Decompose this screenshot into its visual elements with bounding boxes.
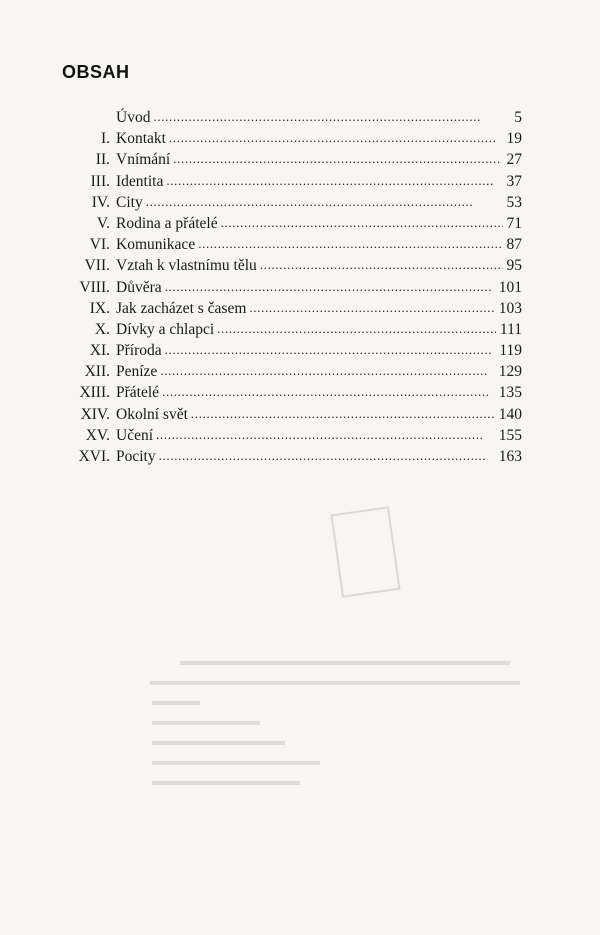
toc-entry <box>60 277 522 298</box>
toc-dot-leader <box>165 276 495 297</box>
toc-dot-leader <box>146 191 503 212</box>
toc-dot-leader <box>221 212 503 233</box>
toc-entry-title: Důvěra <box>116 278 162 296</box>
toc-entry-title: Okolní svět <box>116 405 188 423</box>
toc-entry <box>60 107 522 128</box>
toc-entry-number: III. <box>90 172 110 190</box>
toc-entry-number: X. <box>94 320 110 338</box>
toc-entry-number: XIV. <box>80 405 110 423</box>
toc-entry-page: 103 <box>498 299 522 317</box>
toc-entry-number: VI. <box>89 236 110 254</box>
toc-entry-page: 87 <box>506 236 522 254</box>
toc-entry-page: 27 <box>506 151 522 169</box>
bleed-box-shape <box>330 506 400 597</box>
toc-entry-page: 95 <box>506 257 522 275</box>
toc-entry-title: Identita <box>116 172 164 190</box>
toc-dot-leader <box>260 254 503 275</box>
toc-entry <box>60 234 522 255</box>
toc-entry-page: 5 <box>514 109 522 126</box>
toc-entry-number: VIII. <box>79 278 110 296</box>
toc-entry-page: 119 <box>499 342 522 360</box>
toc-entry-page: 155 <box>498 426 522 444</box>
toc-dot-leader <box>173 148 502 169</box>
toc-entry-title: Komunikace <box>116 236 196 254</box>
toc-entry-number: XV. <box>85 426 110 444</box>
toc-dot-leader <box>217 318 496 339</box>
toc-entry-number: IV. <box>91 193 110 211</box>
toc-entry-title: Jak zacházet s časem <box>116 299 247 317</box>
toc-entry-title: Kontakt <box>116 130 166 148</box>
toc-entry-number: VII. <box>84 257 110 275</box>
toc-dot-leader <box>153 106 510 127</box>
toc-entry-number: XII. <box>84 363 110 381</box>
toc-entry-page: 129 <box>498 363 522 381</box>
toc-entry-title: Úvod <box>116 109 151 126</box>
toc-dot-leader <box>198 233 502 254</box>
toc-entry-title: Peníze <box>116 363 158 381</box>
toc-dot-leader <box>249 297 494 318</box>
toc-entry <box>60 192 522 213</box>
toc-entry-page: 140 <box>498 405 522 423</box>
toc-entry-title: Pocity <box>116 448 156 465</box>
toc-dot-leader <box>165 339 496 360</box>
toc-entry-page: 53 <box>506 193 522 211</box>
toc-dot-leader <box>159 445 495 466</box>
table-of-contents <box>60 107 522 467</box>
toc-entry-number: XVI. <box>78 448 110 465</box>
toc-entry-number: II. <box>95 151 110 169</box>
toc-entry <box>60 425 522 446</box>
page-title: OBSAH <box>62 62 130 82</box>
toc-entry-page: 135 <box>498 384 522 402</box>
toc-entry <box>60 255 522 276</box>
toc-entry <box>60 149 522 170</box>
toc-entry-title: Příroda <box>116 342 162 360</box>
toc-entry-number: I. <box>100 130 110 148</box>
toc-entry <box>60 298 522 319</box>
toc-entry <box>60 171 522 192</box>
toc-entry-number: XI. <box>89 342 110 360</box>
toc-entry-number: XIII. <box>79 384 110 402</box>
toc-dot-leader <box>166 170 502 191</box>
toc-entry-page: 71 <box>506 214 522 232</box>
toc-entry-title: Dívky a chlapci <box>116 320 215 338</box>
toc-entry <box>60 128 522 149</box>
toc-entry-page: 37 <box>506 172 522 190</box>
reverse-side-imprint-bleed <box>100 655 520 811</box>
toc-entry-title: Přátelé <box>116 384 160 402</box>
toc-entry <box>60 446 522 467</box>
bleed-lines <box>100 655 520 805</box>
toc-dot-leader <box>191 403 495 424</box>
toc-entry-page: 163 <box>498 448 522 465</box>
toc-entry-title: Vztah k vlastnímu tělu <box>116 257 257 275</box>
toc-entry-title: Rodina a přátelé <box>116 214 218 232</box>
toc-entry <box>60 382 522 403</box>
toc-dot-leader <box>160 360 494 381</box>
toc-entry-page: 19 <box>506 130 522 148</box>
toc-dot-leader <box>162 381 495 402</box>
toc-entry <box>60 361 522 382</box>
toc-entry <box>60 319 522 340</box>
toc-entry-number: V. <box>96 214 110 232</box>
toc-entry <box>60 340 522 361</box>
toc-dot-leader <box>169 127 503 148</box>
reverse-side-logo-bleed <box>168 470 428 630</box>
toc-entry-title: Učení <box>116 426 154 444</box>
toc-dot-leader <box>156 424 495 445</box>
toc-entry-title: City <box>116 193 143 211</box>
toc-entry-page: 111 <box>499 320 522 338</box>
toc-entry-number: IX. <box>89 299 110 317</box>
toc-entry-title: Vnímání <box>116 151 171 169</box>
toc-entry-page: 101 <box>498 278 522 296</box>
toc-entry <box>60 213 522 234</box>
toc-entry <box>60 404 522 425</box>
